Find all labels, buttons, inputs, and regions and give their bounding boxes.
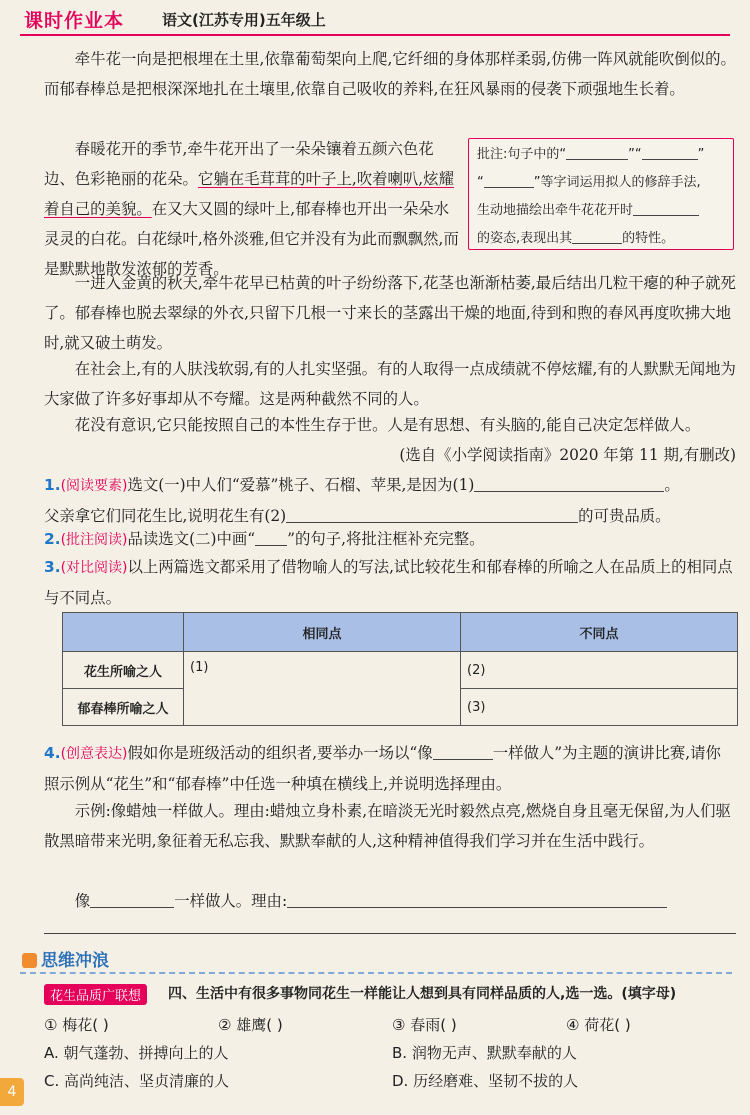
q4-blank-reason[interactable] xyxy=(287,892,667,908)
passage-p2-a: 春暖花开的季节,牵牛花开出了一朵朵镶着五颜六色花边、色彩艳丽的花朵。 xyxy=(44,140,434,188)
choice-a: A. 朝气蓬勃、拼搏向上的人 xyxy=(44,1044,229,1062)
section-badge: 花生品质广联想 xyxy=(44,984,147,1005)
note-line-4a: 的姿态,表现出其 xyxy=(477,231,573,246)
q4-number: 4. xyxy=(44,744,61,762)
table-header-same: 相同点 xyxy=(184,613,461,652)
question-1 xyxy=(44,470,734,531)
note-blank-1[interactable] xyxy=(566,146,628,160)
comparison-table xyxy=(62,612,738,726)
table-header-diff: 不同点 xyxy=(461,613,738,652)
q2-number: 2. xyxy=(44,530,61,548)
annotated-sentence: 它躺在毛茸茸的叶子上,吹着喇叭,炫耀着自己的美貌。 xyxy=(44,170,454,218)
passage-paragraph-2 xyxy=(44,134,464,284)
q2-text-a: 品读选文(二)中画“ xyxy=(127,530,256,548)
option-spring-rain[interactable]: ③ 春雨( ) xyxy=(392,1016,457,1034)
passage-paragraph-3: 一进入金黄的秋天,牵牛花早已枯黄的叶子纷纷落下,花茎也渐渐枯萎,最后结出几粒干瘪的种子就死了。郁春棒也脱去翠绿的外衣,只留下几根一寸来长的茎露出干燥的地面,待到和煦的春风再度吹拂大地时,就又破土萌发。 xyxy=(44,274,736,352)
choice-b: B. 润物无声、默默奉献的人 xyxy=(392,1044,577,1062)
note-quote-1: ”“ xyxy=(628,147,642,162)
section-divider xyxy=(20,972,732,974)
section-title-text: 思维冲浪 xyxy=(41,951,109,971)
course-title: 语文(江苏专用)五年级上 xyxy=(162,11,326,29)
q4-blank-item[interactable] xyxy=(90,892,174,908)
q1-text-a: 选文(一)中人们“爱慕”桃子、石榴、苹果,是因为(1) xyxy=(127,476,475,494)
note-blank-3[interactable] xyxy=(484,174,534,188)
table-row-yuchunbang: 郁春棒所喻之人 xyxy=(63,689,184,726)
table-corner xyxy=(63,613,184,652)
brand-title: 课时作业本 xyxy=(24,10,125,32)
table-row-peanut: 花生所喻之人 xyxy=(63,652,184,689)
q3-text: 以上两篇选文都采用了借物喻人的写法,试比较花生和郁春棒的所喻之人在品质上的相同点与不同点。 xyxy=(44,558,733,607)
q3-number: 3. xyxy=(44,558,61,576)
q4-fill-b: 一样做人。理由: xyxy=(174,892,288,910)
q2-blank[interactable] xyxy=(255,530,287,546)
q3-tag: (对比阅读) xyxy=(60,560,128,576)
choice-d: D. 历经磨难、坚韧不拔的人 xyxy=(392,1072,579,1090)
q4-text-b: 一样做人”为主题的演讲比赛,请你照示例从“花生”和“郁春棒”中任选一种填在横线上,并说明选择理由。 xyxy=(44,744,721,793)
choice-c: C. 高尚纯洁、坚贞清廉的人 xyxy=(44,1072,230,1090)
q2-text-b: ”的句子,将批注框补充完整。 xyxy=(287,530,485,548)
q2-tag: (批注阅读) xyxy=(60,532,128,548)
question-2 xyxy=(44,524,734,555)
option-plum[interactable]: ① 梅花( ) xyxy=(44,1016,109,1034)
q4-blank-topic[interactable] xyxy=(433,744,493,760)
note-line-3: 生动地描绘出牵牛花花开时 xyxy=(477,203,634,218)
q1-text-b: 。 xyxy=(664,476,680,494)
q1-text-c: 父亲拿它们同花生比,说明花生有(2) xyxy=(44,507,287,525)
option-eagle[interactable]: ② 雄鹰( ) xyxy=(218,1016,283,1034)
exercise-four-title: 四、生活中有很多事物同花生一样能让人想到具有同样品质的人,选一选。(填字母) xyxy=(168,986,677,1002)
table-cell-diff-2[interactable]: (3) xyxy=(461,689,738,726)
table-cell-diff-1[interactable]: (2) xyxy=(461,652,738,689)
option-lotus[interactable]: ④ 荷花( ) xyxy=(566,1016,631,1034)
q1-number: 1. xyxy=(44,476,61,494)
passage-p2-c: 在又大又圆的绿叶上,郁春棒也开出一朵朵水灵灵的白花。白花绿叶,格外淡雅,但它并没有为此而飘飘然,而是默默地散发浓郁的芳香。 xyxy=(44,200,459,278)
q1-tag: (阅读要素) xyxy=(60,478,128,494)
note-blank-5[interactable] xyxy=(572,230,622,244)
question-4 xyxy=(44,738,734,799)
note-blank-4[interactable] xyxy=(633,202,699,216)
annotation-box xyxy=(468,138,734,250)
wave-icon xyxy=(22,953,37,968)
note-line-2-open: “ xyxy=(477,175,484,190)
passage-paragraph-1: 牵牛花一向是把根埋在土里,依靠葡萄架向上爬,它纤细的身体那样柔弱,仿佛一阵风就能吹倒似的。而郁春棒总是把根深深地扎在土壤里,依靠自己吸收的养料,在狂风暴雨的侵袭下顽强地生长着。 xyxy=(44,50,736,98)
q4-tag: (创意表达) xyxy=(60,746,128,762)
q4-fill-line xyxy=(44,886,734,916)
section-title xyxy=(22,946,109,971)
q1-blank-2[interactable] xyxy=(286,507,578,523)
q4-example: 示例:像蜡烛一样做人。理由:蜡烛立身朴素,在暗淡无光时毅然点亮,燃烧自身且毫无保留,为人们驱散黑暗带来光明,象征着无私忘我、默默奉献的人,这种精神值得我们学习并在生活中践行。 xyxy=(44,802,731,850)
q4-text-a: 假如你是班级活动的组织者,要举办一场以“像 xyxy=(127,744,433,762)
q4-answer-line[interactable] xyxy=(44,933,736,934)
passage-paragraph-4: 在社会上,有的人肤浅软弱,有的人扎实坚强。有的人取得一点成绩就不停炫耀,有的人默默无闻地为大家做了许多好事却从不夸耀。这是两种截然不同的人。 xyxy=(44,360,736,408)
note-quote-2: ” xyxy=(697,147,705,162)
note-line-1: 批注:句子中的“ xyxy=(477,147,567,162)
page-number: 4 xyxy=(0,1078,24,1106)
page-header xyxy=(0,0,750,34)
passage-source: (选自《小学阅读指南》2020 年第 11 期,有删改) xyxy=(399,446,736,464)
table-cell-same[interactable]: (1) xyxy=(184,652,461,726)
header-rule xyxy=(20,34,730,36)
note-line-2: ”等字词运用拟人的修辞手法, xyxy=(533,175,701,190)
note-blank-2[interactable] xyxy=(642,146,698,160)
question-3 xyxy=(44,552,734,613)
q4-fill-a: 像 xyxy=(74,892,91,910)
passage-paragraph-5: 花没有意识,它只能按照自己的本性生存于世。人是有思想、有头脑的,能自己决定怎样做人。 xyxy=(74,416,701,434)
note-line-4b: 的特性。 xyxy=(622,231,675,246)
q1-blank-1[interactable] xyxy=(474,476,664,492)
q1-text-d: 的可贵品质。 xyxy=(578,507,671,525)
